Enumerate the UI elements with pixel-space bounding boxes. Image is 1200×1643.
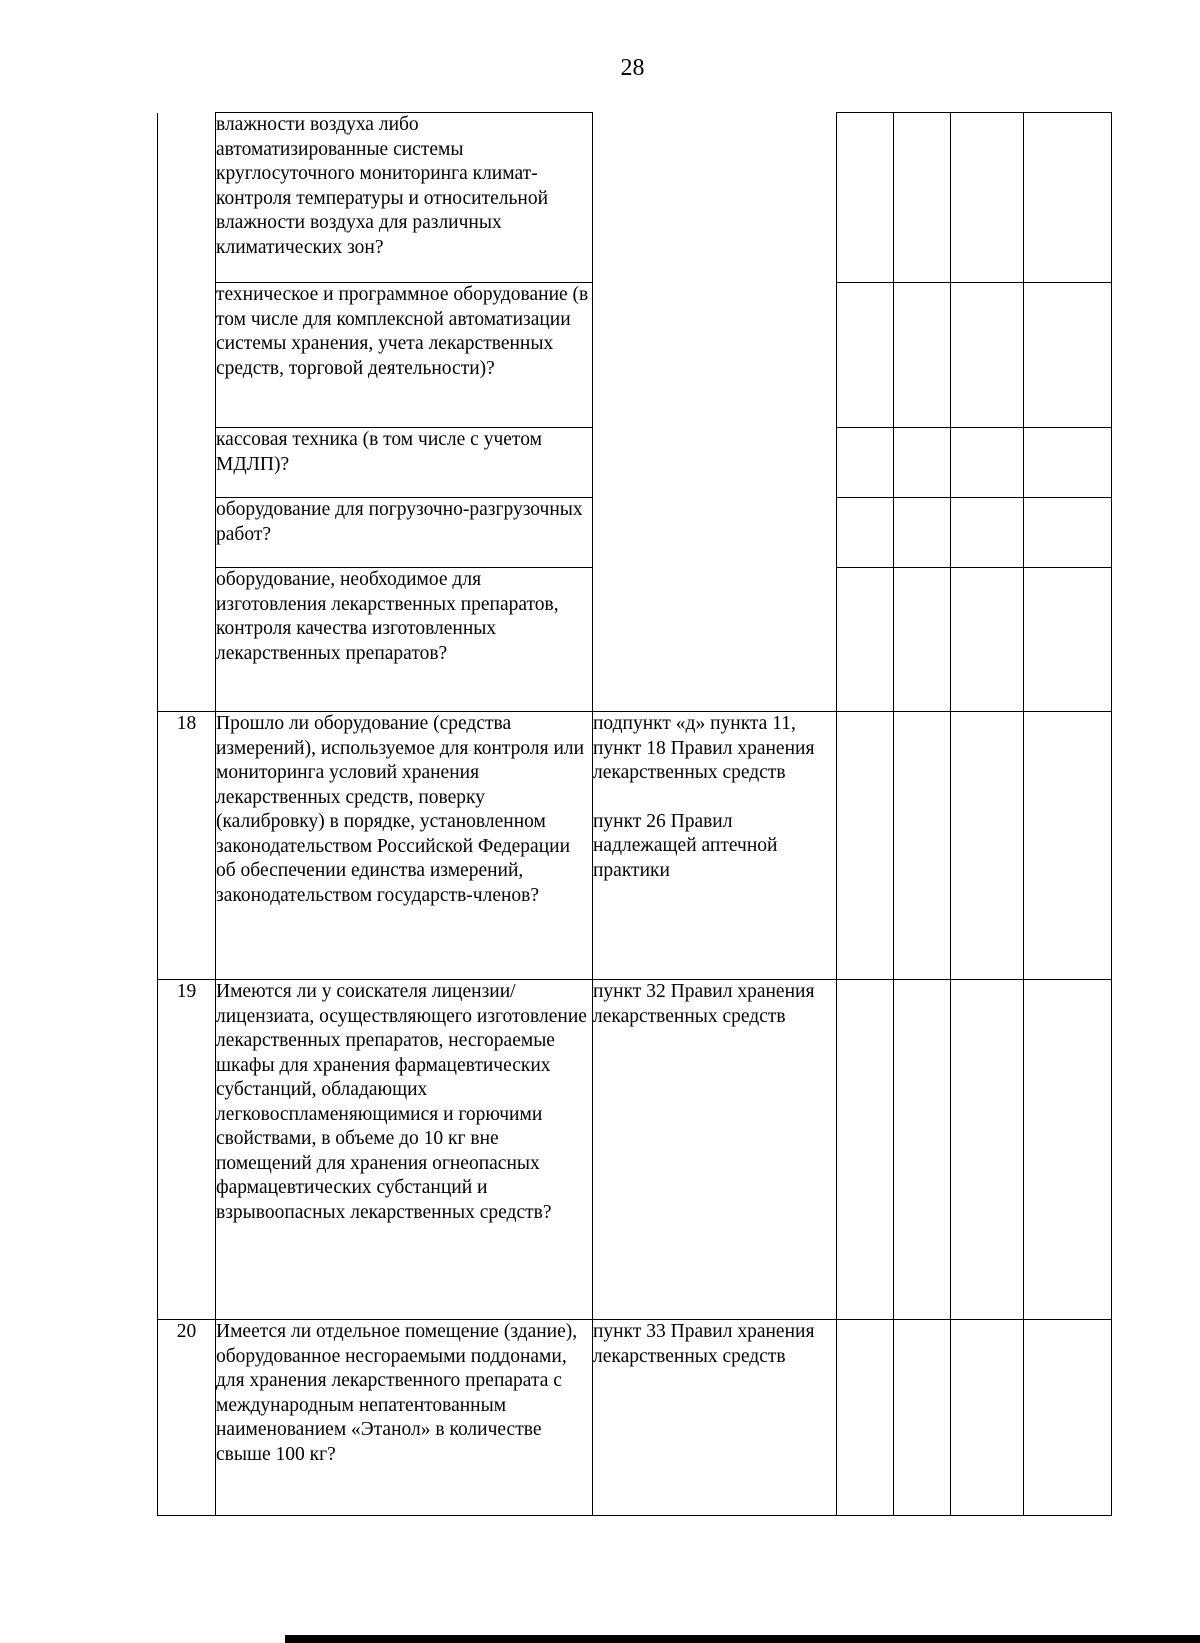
table-row	[158, 712, 1112, 980]
table-row	[158, 568, 1112, 712]
question-cell: влажности воздуха либо автоматизированные системы круглосуточного мониторинга климат-контроля температуры и относительной влажности воздуха для различных климатических зон?	[216, 113, 593, 283]
check-cell[interactable]	[1024, 980, 1112, 1320]
reference-text: пункт 32 Правил хранения лекарственных средств	[593, 981, 815, 1027]
question-cell: техническое и программное оборудование (в том числе для комплексной автоматизации системы хранения, учета лекарственных средств, торговой деятельности)?	[216, 283, 593, 428]
row-number	[158, 113, 216, 283]
check-cell[interactable]	[951, 113, 1024, 283]
page-number: 28	[620, 55, 645, 81]
check-cell[interactable]	[1024, 712, 1112, 980]
table-row	[158, 428, 1112, 498]
check-cell[interactable]	[951, 283, 1024, 428]
row-number	[158, 568, 216, 712]
reference-cell	[593, 1320, 837, 1516]
check-cell[interactable]	[894, 283, 951, 428]
check-cell[interactable]	[837, 428, 894, 498]
row-number	[158, 428, 216, 498]
check-cell[interactable]	[837, 1320, 894, 1516]
check-cell[interactable]	[951, 712, 1024, 980]
question-cell: Прошло ли оборудование (средства измерений), используемое для контроля или мониторинга условий хранения лекарственных средств, поверку (калибровку) в порядке, установленном законодательством Российской Федерации об обеспечении единства измерений, законодательством государств-членов?	[216, 712, 593, 980]
question-cell: оборудование, необходимое для изготовления лекарственных препаратов, контроля качества изготовленных лекарственных препаратов?	[216, 568, 593, 712]
reference-cell	[593, 568, 837, 712]
row-number: 20	[158, 1320, 216, 1516]
check-cell[interactable]	[894, 568, 951, 712]
table-row	[158, 1320, 1112, 1516]
check-cell[interactable]	[837, 980, 894, 1320]
reference-cell	[593, 428, 837, 498]
reference-cell	[593, 712, 837, 980]
check-cell[interactable]	[894, 113, 951, 283]
check-cell[interactable]	[894, 1320, 951, 1516]
check-cell[interactable]	[1024, 1320, 1112, 1516]
scan-edge-bar	[285, 1635, 1200, 1643]
checklist-table	[157, 112, 1112, 1516]
check-cell[interactable]	[1024, 428, 1112, 498]
check-cell[interactable]	[837, 113, 894, 283]
check-cell[interactable]	[894, 428, 951, 498]
reference-text: пункт 26 Правил надлежащей аптечной практики	[593, 810, 778, 881]
check-cell[interactable]	[894, 980, 951, 1320]
question-cell: кассовая техника (в том числе с учетом МДЛП)?	[216, 428, 593, 498]
check-cell[interactable]	[837, 283, 894, 428]
check-cell[interactable]	[951, 1320, 1024, 1516]
check-cell[interactable]	[837, 498, 894, 568]
table-row	[158, 980, 1112, 1320]
row-number	[158, 283, 216, 428]
question-cell: Имеются ли у соискателя лицензии/лицензиата, осуществляющего изготовление лекарственных препаратов, несгораемые шкафы для хранения фармацевтических субстанций, обладающих легковоспламеняющимися и горючими свойствами, в объеме до 10 кг вне помещений для хранения огнеопасных фармацевтических субстанций и взрывоопасных лекарственных средств?	[216, 980, 593, 1320]
reference-cell	[593, 283, 837, 428]
check-cell[interactable]	[894, 712, 951, 980]
question-cell: оборудование для погрузочно-разгрузочных работ?	[216, 498, 593, 568]
check-cell[interactable]	[837, 712, 894, 980]
row-number: 18	[158, 712, 216, 980]
row-number	[158, 498, 216, 568]
table-row	[158, 283, 1112, 428]
reference-cell	[593, 980, 837, 1320]
check-cell[interactable]	[1024, 568, 1112, 712]
check-cell[interactable]	[951, 568, 1024, 712]
check-cell[interactable]	[951, 498, 1024, 568]
reference-text: подпункт «д» пункта 11, пункт 18 Правил хранения лекарственных средств	[593, 713, 815, 783]
reference-cell	[593, 113, 837, 283]
check-cell[interactable]	[951, 980, 1024, 1320]
check-cell[interactable]	[1024, 113, 1112, 283]
question-cell: Имеется ли отдельное помещение (здание), оборудованное несгораемыми поддонами, для хранения лекарственного препарата с международным непатентованным наименованием «Этанол» в количестве свыше 100 кг?	[216, 1320, 593, 1516]
reference-cell	[593, 498, 837, 568]
table-row	[158, 113, 1112, 283]
check-cell[interactable]	[894, 498, 951, 568]
row-number: 19	[158, 980, 216, 1320]
reference-text: пункт 33 Правил хранения лекарственных средств	[593, 1321, 815, 1367]
check-cell[interactable]	[1024, 283, 1112, 428]
check-cell[interactable]	[837, 568, 894, 712]
check-cell[interactable]	[951, 428, 1024, 498]
check-cell[interactable]	[1024, 498, 1112, 568]
table-row	[158, 498, 1112, 568]
